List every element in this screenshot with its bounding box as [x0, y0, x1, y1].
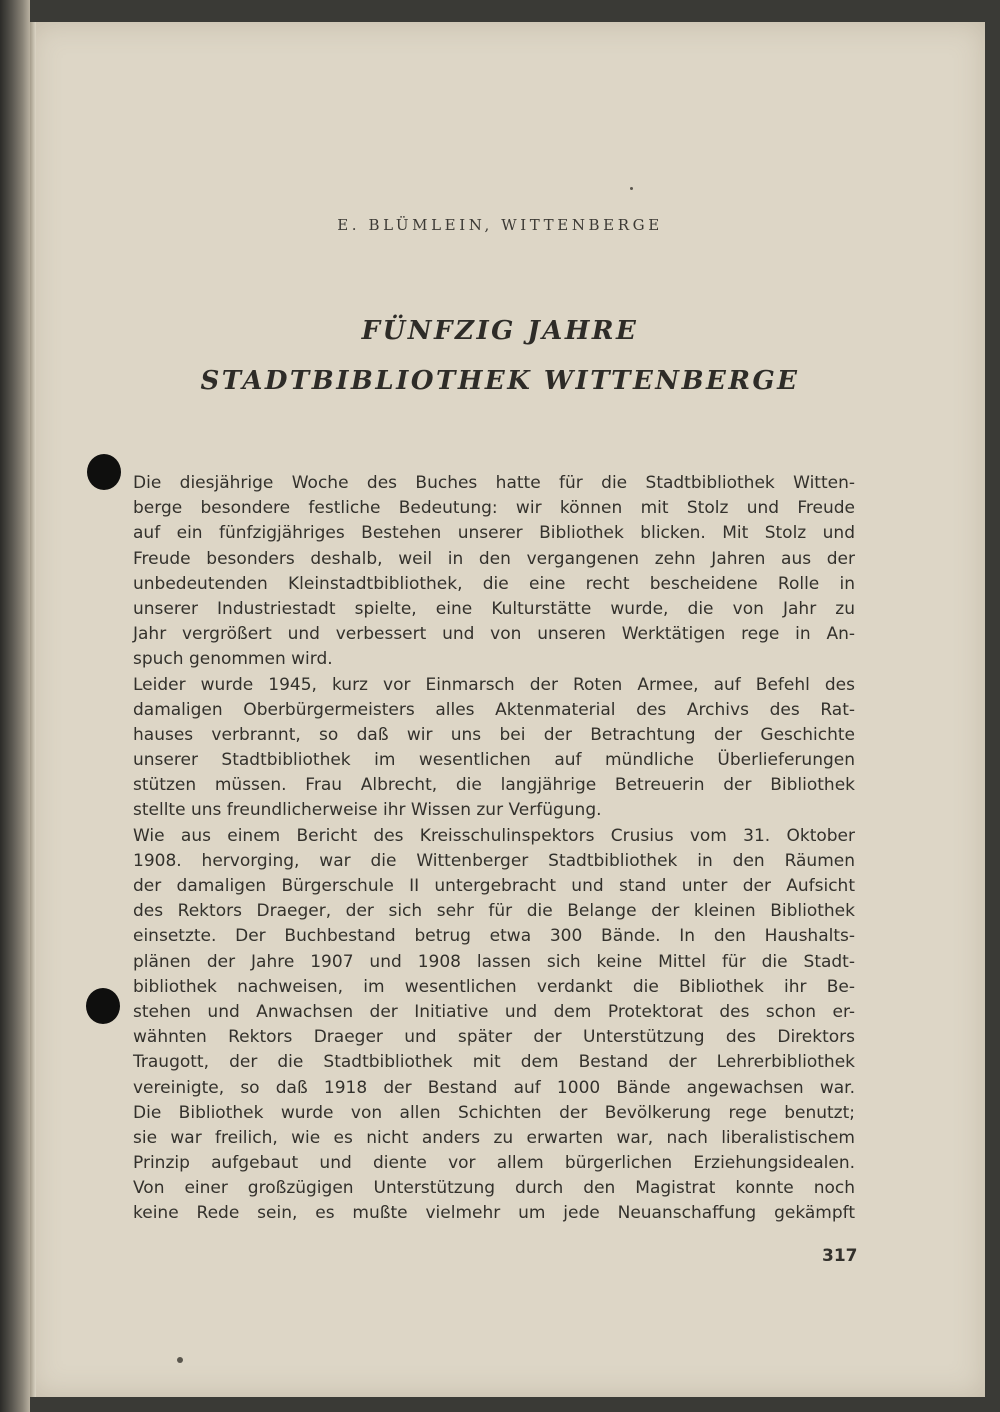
body-text-line: 1908. hervorging, war die Wittenberger Stadtbibliothek in den Räumen [133, 850, 855, 871]
punch-hole-bottom [86, 988, 120, 1024]
body-text-line: unserer Stadtbibliothek im wesentlichen auf mündliche Überlieferungen [133, 750, 855, 771]
article-author: E. BLÜMLEIN, WITTENBERGE [337, 216, 663, 234]
body-text-line: einsetzte. Der Buchbestand betrug etwa 300 Bände. In den Haushalts- [133, 926, 855, 947]
body-text-line: bibliothek nachweisen, im wesentlichen verdankt die Bibliothek ihr Be- [133, 976, 855, 997]
page-number: 317 [822, 1246, 858, 1266]
body-text-line: der damaligen Bürgerschule II untergebracht und stand unter der Aufsicht [133, 876, 855, 896]
body-text-line: Leider wurde 1945, kurz vor Einmarsch der Roten Armee, auf Befehl des [133, 674, 855, 695]
body-text-line: damaligen Oberbürgermeisters alles Aktenmaterial des Archivs des Rat- [133, 699, 855, 720]
body-text-line: unserer Industriestadt spielte, eine Kulturstätte wurde, die von Jahr zu [133, 598, 855, 619]
body-text-line: Traugott, der die Stadtbibliothek mit dem Bestand der Lehrerbibliothek [133, 1052, 855, 1073]
body-text-line: Die Bibliothek wurde von allen Schichten der Bevölkerung rege benutzt; [133, 1102, 855, 1123]
body-text-line: Wie aus einem Bericht des Kreisschulinspektors Crusius vom 31. Oktober [133, 825, 855, 846]
body-text-line: auf ein fünfzigjähriges Bestehen unserer Bibliothek blicken. Mit Stolz und [133, 523, 855, 544]
paper-speck [630, 187, 633, 190]
body-text-line: stützen müssen. Frau Albrecht, die langjährige Betreuerin der Bibliothek [133, 775, 855, 796]
body-text-line: Jahr vergrößert und verbessert und von unseren Werktätigen rege in An- [133, 624, 855, 645]
body-text-line: des Rektors Draeger, der sich sehr für die Belange der kleinen Bibliothek [133, 901, 855, 922]
body-text-line: vereinigte, so daß 1918 der Bestand auf 1000 Bände angewachsen war. [133, 1077, 855, 1098]
paper-speck [177, 1357, 183, 1363]
body-text-line: unbedeutenden Kleinstadtbibliothek, die eine recht bescheidene Rolle in [133, 573, 855, 594]
body-text-line: plänen der Jahre 1907 und 1908 lassen sich keine Mittel für die Stadt- [133, 951, 855, 972]
article-title-line-1: FÜNFZIG JAHRE [361, 316, 639, 346]
body-text-line: Von einer großzügigen Unterstützung durch den Magistrat konnte noch [133, 1178, 855, 1199]
article-title-line-2: STADTBIBLIOTHEK WITTENBERGE [200, 366, 800, 396]
body-text-line: wähnten Rektors Draeger und später der Unterstützung des Direktors [133, 1027, 855, 1048]
body-text-line: Freude besonders deshalb, weil in den vergangenen zehn Jahren aus der [133, 548, 855, 569]
body-text-line: Prinzip aufgebaut und diente vor allem bürgerlichen Erziehungsidealen. [133, 1153, 855, 1174]
body-text-line: stehen und Anwachsen der Initiative und dem Protektorat des schon er- [133, 1001, 855, 1022]
body-text-line: hauses verbrannt, so daß wir uns bei der Betrachtung der Geschichte [133, 724, 855, 745]
body-text-line: keine Rede sein, es mußte vielmehr um jede Neuanschaffung gekämpft [133, 1203, 855, 1224]
body-text-line: Die diesjährige Woche des Buches hatte für die Stadtbibliothek Witten- [133, 473, 855, 493]
body-text-line: stellte uns freundlicherweise ihr Wissen zur Verfügung. [133, 800, 602, 821]
punch-hole-top [87, 454, 121, 490]
book-binding [0, 0, 30, 1412]
body-text-line: spuch genommen wird. [133, 649, 333, 670]
body-text-line: berge besondere festliche Bedeutung: wir können mit Stolz und Freude [133, 498, 855, 519]
article-body [133, 471, 855, 1227]
body-text-line: sie war freilich, wie es nicht anders zu erwarten war, nach liberalistischem [133, 1127, 855, 1148]
